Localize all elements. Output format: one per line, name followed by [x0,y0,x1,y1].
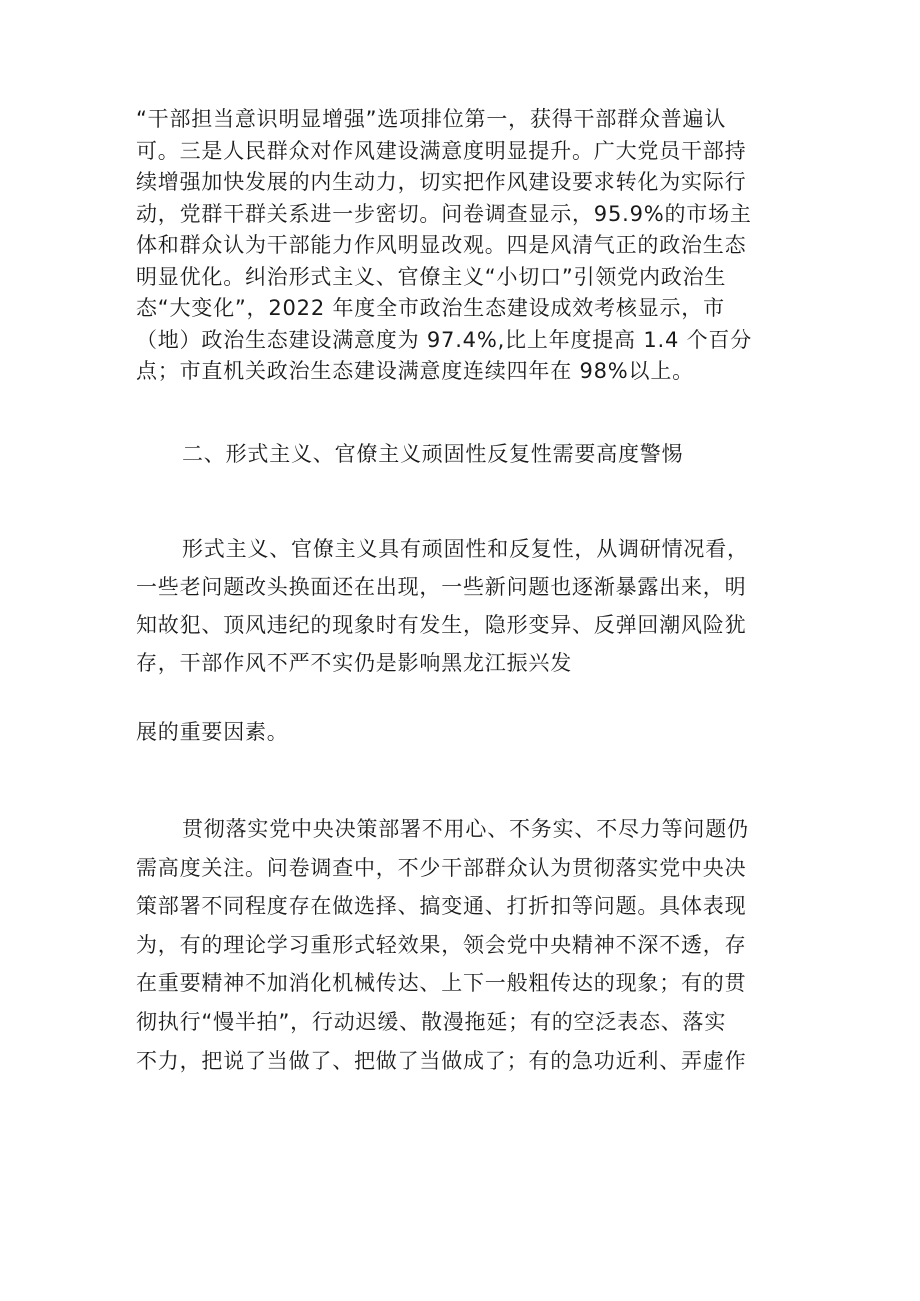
text-line: 彻执行“慢半拍”，行动迟缓、散漫拖延；有的空泛表态、落实 [136,1009,727,1034]
section-heading [136,438,792,470]
paragraph-formalism-overview [136,530,792,682]
text-line: 为，有的理论学习重形式轻效果，领会党中央精神不深不透，存 [136,932,747,957]
text-line: “干部担当意识明显增强”选项排位第一，获得干部群众普遍认 [136,107,727,131]
text-line: 一些老问题改头换面还在出现，一些新问题也逐渐暴露出来，明 [136,575,747,599]
text-line: 明显优化。纠治形式主义、官僚主义“小切口”引领党内政治生 [136,264,727,289]
text-line: 不力，把说了当做了、把做了当做成了；有的急功近利、弄虚作 [136,1048,747,1073]
text-line: 在重要精神不加消化机械传达、上下一般粗传达的现象；有的贯 [136,971,747,996]
text-line: 点；市直机关政治生态建设满意度连续四年在 98%以上。 [136,359,694,383]
text-line: 存，干部作风不严不实仍是影响黑龙江振兴发 [136,651,572,675]
text-line: 体和群众认为干部能力作风明显改观。四是风清气正的政治生态 [136,233,747,257]
paragraph-implementation-issues [136,810,792,1080]
section-heading-text: 二、形式主义、官僚主义顽固性反复性需要高度警惕 [182,442,684,466]
text-line: 需高度关注。问卷调查中，不少干部群众认为贯彻落实党中央决 [136,855,747,880]
text-line: （地）政治生态建设满意度为 97.4%,比上年度提高 1.4 个百分 [136,327,753,352]
text-line: 贯彻落实党中央决策部署不用心、不务实、不尽力等问题仍 [182,817,749,841]
text-line: 动，党群干群关系进一步密切。问卷调查显示，95.9%的市场主 [136,201,752,226]
text-line: 可。三是人民群众对作风建设满意度明显提升。广大党员干部持 [136,138,747,163]
text-line: 形式主义、官僚主义具有顽固性和反复性，从调研情况看， [182,537,749,561]
paragraph-continuation [136,713,792,751]
text-line: 续增强加快发展的内生动力，切实把作风建设要求转化为实际行 [136,170,747,194]
text-line: 策部署不同程度存在做选择、搞变通、打折扣等问题。具体表现 [136,894,747,919]
text-line: 态“大变化”，2022 年度全市政治生态建设成效考核显示，市 [136,296,725,320]
text-line: 知故犯、顶风违纪的现象时有发生，隐形变异、反弹回潮风险犹 [136,613,747,637]
paragraph-work-style-results [136,104,792,388]
text-line: 展的重要因素。 [136,720,289,744]
